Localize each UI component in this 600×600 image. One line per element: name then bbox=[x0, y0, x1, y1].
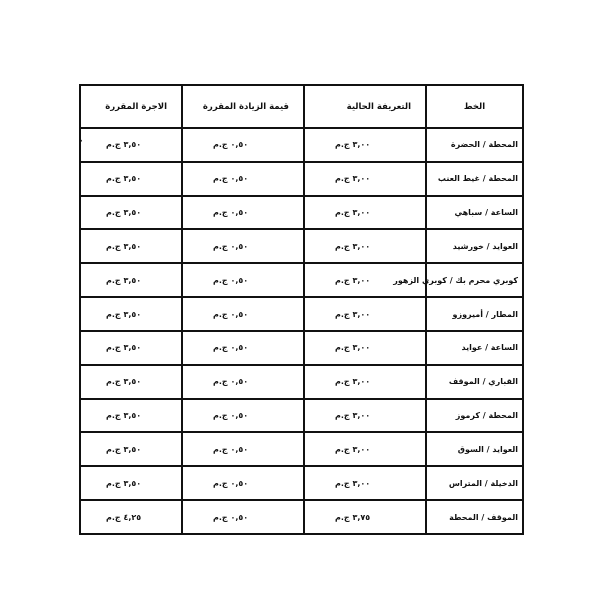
cell-current-fare: ٣,٠٠ ج.م bbox=[304, 365, 426, 399]
cell-increase: ٠,٥٠ ج.م bbox=[182, 331, 304, 365]
fare-table-sheet bbox=[79, 84, 522, 535]
cell-current-fare: ٣,٠٠ ج.م bbox=[304, 297, 426, 331]
cell-line: المحطة / كرموز bbox=[426, 399, 523, 433]
table-row bbox=[80, 500, 523, 534]
cell-increase: ٠,٥٠ ج.م bbox=[182, 128, 304, 162]
table-row bbox=[80, 432, 523, 466]
cell-increase: ٠,٥٠ ج.م bbox=[182, 432, 304, 466]
margin-mark: , bbox=[80, 134, 83, 144]
table-row bbox=[80, 229, 523, 263]
cell-current-fare: ٣,٠٠ ج.م bbox=[304, 399, 426, 433]
cell-line: الدخيلة / المتراس bbox=[426, 466, 523, 500]
cell-increase: ٠,٥٠ ج.م bbox=[182, 500, 304, 534]
cell-new-fare: ٣,٥٠ ج.م bbox=[80, 432, 182, 466]
cell-current-fare: ٣,٧٥ ج.م bbox=[304, 500, 426, 534]
cell-increase: ٠,٥٠ ج.م bbox=[182, 466, 304, 500]
table-row bbox=[80, 466, 523, 500]
cell-line: الساعة / عوايد bbox=[426, 331, 523, 365]
cell-current-fare: ٣,٠٠ ج.م bbox=[304, 466, 426, 500]
table-row bbox=[80, 162, 523, 196]
cell-new-fare: ٣,٥٠ ج.م bbox=[80, 466, 182, 500]
table-row bbox=[80, 297, 523, 331]
cell-new-fare: ٣,٥٠ ج.م bbox=[80, 365, 182, 399]
cell-new-fare: ٣,٥٠ ج.م bbox=[80, 162, 182, 196]
cell-new-fare: ٣,٥٠ ج.م bbox=[80, 263, 182, 297]
cell-line: المطار / أميروزو bbox=[426, 297, 523, 331]
cell-line: المحطة / غيط العنب bbox=[426, 162, 523, 196]
header-new-fare: الاجرة المقررة bbox=[80, 85, 182, 128]
cell-increase: ٠,٥٠ ج.م bbox=[182, 162, 304, 196]
table-row bbox=[80, 196, 523, 230]
cell-current-fare: ٣,٠٠ ج.م bbox=[304, 229, 426, 263]
cell-line: العوايد / السوق bbox=[426, 432, 523, 466]
cell-new-fare: ٣,٥٠ ج.م bbox=[80, 229, 182, 263]
cell-current-fare: ٣,٠٠ ج.م bbox=[304, 162, 426, 196]
cell-new-fare: ٣,٥٠ ج.م bbox=[80, 399, 182, 433]
cell-new-fare: ٣,٥٠ ج.م bbox=[80, 196, 182, 230]
cell-current-fare: ٣,٠٠ ج.م bbox=[304, 432, 426, 466]
cell-current-fare: ٣,٠٠ ج.م bbox=[304, 196, 426, 230]
cell-new-fare: ٣,٥٠ ج.م bbox=[80, 297, 182, 331]
header-increase: قيمة الزيادة المقررة bbox=[182, 85, 304, 128]
cell-line: المحطة / الحضرة bbox=[426, 128, 523, 162]
table-row bbox=[80, 331, 523, 365]
fare-table bbox=[79, 84, 524, 535]
cell-increase: ٠,٥٠ ج.م bbox=[182, 365, 304, 399]
cell-new-fare: ٣,٥٠ ج.م bbox=[80, 331, 182, 365]
cell-line: العوايد / خورشيد bbox=[426, 229, 523, 263]
cell-line: الموقف / المحطة bbox=[426, 500, 523, 534]
table-body bbox=[80, 128, 523, 534]
table-header-row bbox=[80, 85, 523, 128]
cell-line: القباري / الموقف bbox=[426, 365, 523, 399]
cell-current-fare: ٣,٠٠ ج.م bbox=[304, 128, 426, 162]
cell-increase: ٠,٥٠ ج.م bbox=[182, 229, 304, 263]
cell-new-fare: ٣,٥٠ ج.م bbox=[80, 128, 182, 162]
cell-new-fare: ٤,٢٥ ج.م bbox=[80, 500, 182, 534]
cell-current-fare: ٣,٠٠ ج.م bbox=[304, 263, 426, 297]
cell-increase: ٠,٥٠ ج.م bbox=[182, 196, 304, 230]
table-row bbox=[80, 399, 523, 433]
table-row bbox=[80, 128, 523, 162]
header-current-fare: التعريفة الحالية bbox=[304, 85, 426, 128]
header-line: الخط bbox=[426, 85, 523, 128]
table-row bbox=[80, 263, 523, 297]
table-row bbox=[80, 365, 523, 399]
cell-increase: ٠,٥٠ ج.م bbox=[182, 297, 304, 331]
cell-current-fare: ٣,٠٠ ج.م bbox=[304, 331, 426, 365]
cell-increase: ٠,٥٠ ج.م bbox=[182, 399, 304, 433]
cell-line: كوبري محرم بك / كوبري الزهور bbox=[426, 263, 523, 297]
cell-increase: ٠,٥٠ ج.م bbox=[182, 263, 304, 297]
cell-line: الساعة / سباهي bbox=[426, 196, 523, 230]
